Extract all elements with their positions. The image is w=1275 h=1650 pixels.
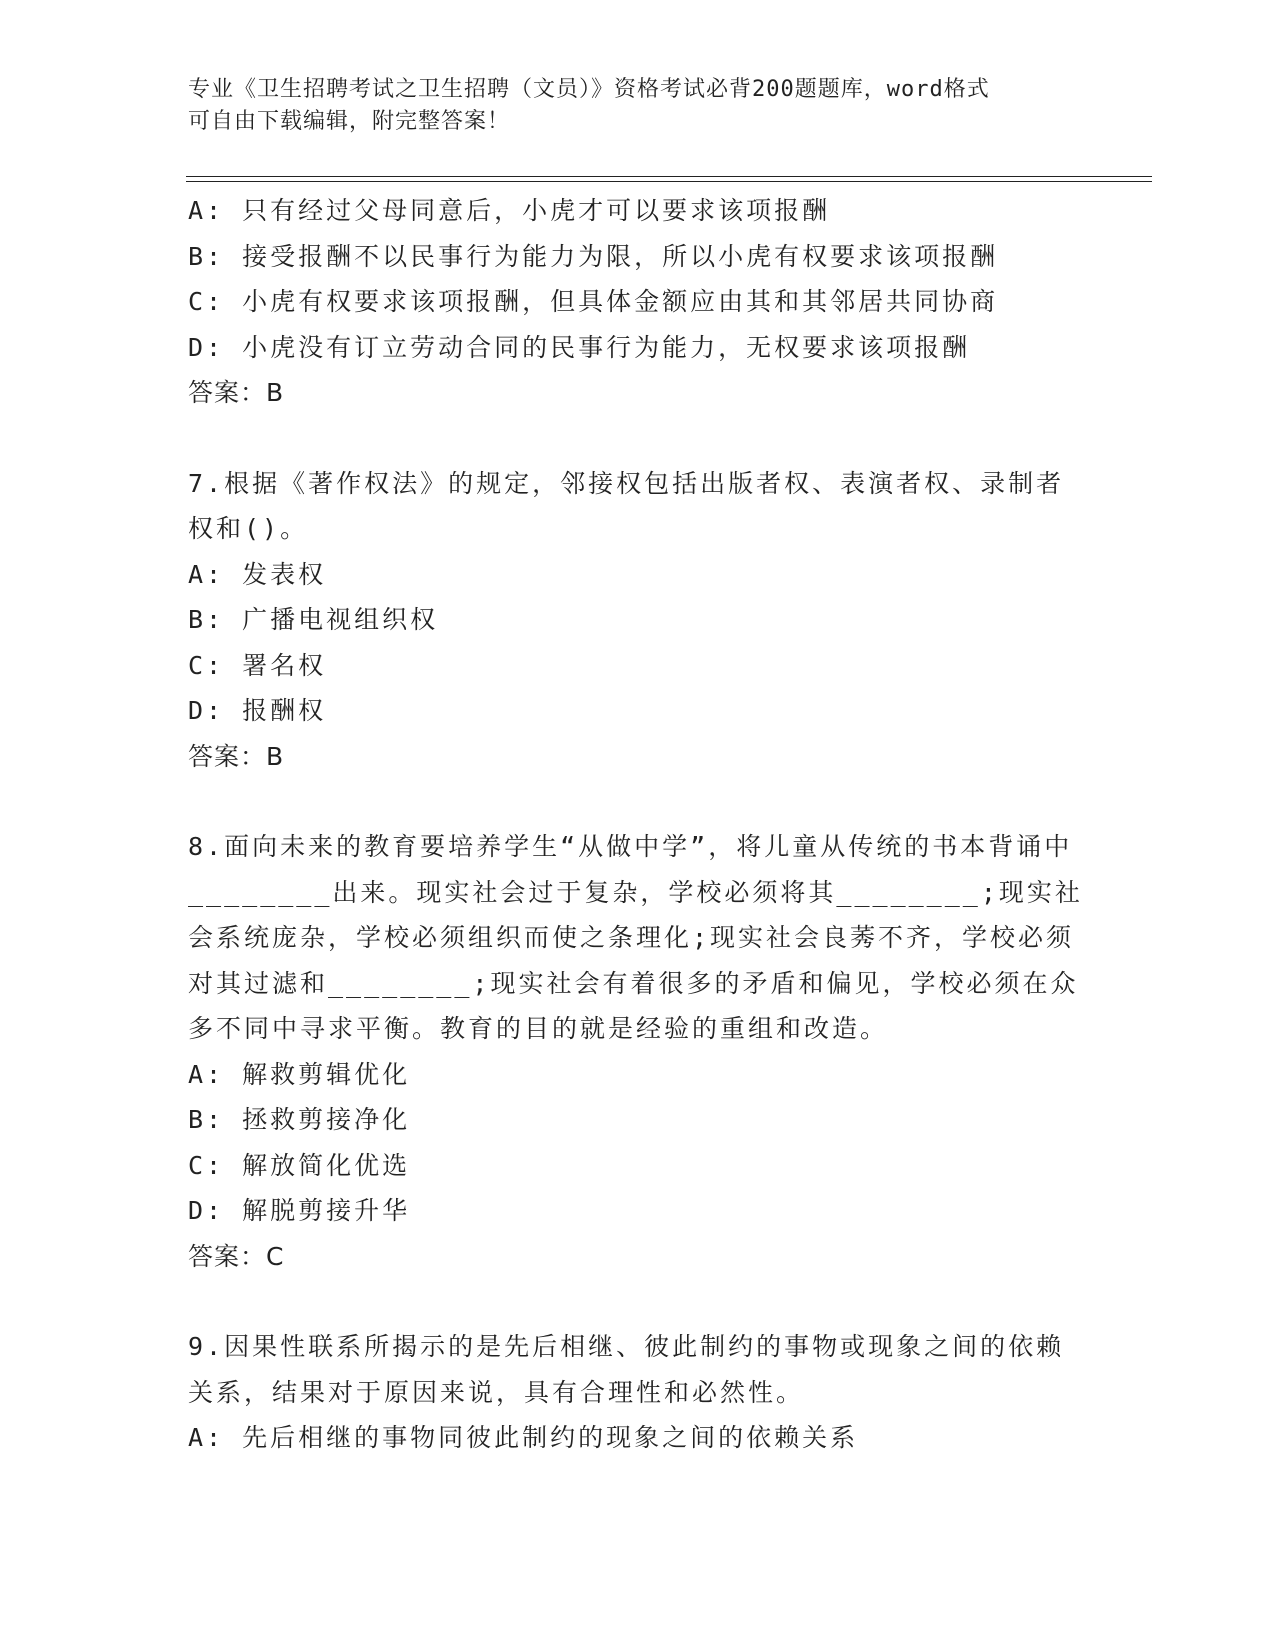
option-c: C: 小虎有权要求该项报酬，但具体金额应由其和其邻居共同协商 bbox=[188, 287, 999, 316]
question-text: 7.根据《著作权法》的规定，邻接权包括出版者权、表演者权、录制者权和()。 bbox=[188, 468, 1065, 543]
question-text: 9.因果性联系所揭示的是先后相继、彼此制约的事物或现象之间的依赖关系，结果对于原因来说，具有合理性和必然性。 bbox=[188, 1332, 1065, 1407]
option-b: B: 接受报酬不以民事行为能力为限，所以小虎有权要求该项报酬 bbox=[188, 241, 999, 271]
option-c: C: 署名权 bbox=[188, 650, 327, 680]
header-divider-top bbox=[186, 176, 1152, 177]
option-c: C: 解放简化优选 bbox=[188, 1150, 411, 1180]
question-9 bbox=[188, 1324, 1088, 1461]
option-d: D: 报酬权 bbox=[188, 696, 327, 725]
question-7 bbox=[188, 461, 1088, 780]
document-header bbox=[188, 74, 1068, 138]
header-line-2: 可自由下载编辑，附完整答案！ bbox=[188, 109, 511, 134]
answer: 答案：B bbox=[188, 378, 285, 407]
answer: 答案：B bbox=[188, 741, 285, 771]
option-a: A: 解救剪辑优化 bbox=[188, 1059, 411, 1089]
option-b: B: 拯救剪接净化 bbox=[188, 1105, 411, 1134]
option-a: A: 只有经过父母同意后，小虎才可以要求该项报酬 bbox=[188, 196, 831, 225]
header-divider-bottom bbox=[186, 181, 1152, 182]
question-6-tail bbox=[188, 188, 1088, 416]
question-list bbox=[188, 188, 1088, 1461]
answer: 答案：C bbox=[188, 1241, 285, 1271]
option-d: D: 小虎没有订立劳动合同的民事行为能力，无权要求该项报酬 bbox=[188, 332, 971, 362]
option-a: A: 先后相继的事物同彼此制约的现象之间的依赖关系 bbox=[188, 1423, 859, 1452]
question-8 bbox=[188, 824, 1088, 1279]
question-text: 8.面向未来的教育要培养学生“从做中学”，将儿童从传统的书本背诵中________出来。现实社会过于复杂，学校必须将其________;现实社会系统庞杂，学校必须组织而使之条理化;现实社会良莠不齐，学校必须对其过滤和________;现实社会有着很多的矛盾和偏见，学校必须在众多不同中寻求平衡。教育的目的就是经验的重组和改造。 bbox=[188, 832, 1083, 1043]
header-line-1: 专业《卫生招聘考试之卫生招聘（文员）》资格考试必背200题题库，word格式 bbox=[188, 77, 990, 102]
option-b: B: 广播电视组织权 bbox=[188, 605, 439, 634]
option-d: D: 解脱剪接升华 bbox=[188, 1196, 411, 1225]
option-a: A: 发表权 bbox=[188, 559, 327, 589]
